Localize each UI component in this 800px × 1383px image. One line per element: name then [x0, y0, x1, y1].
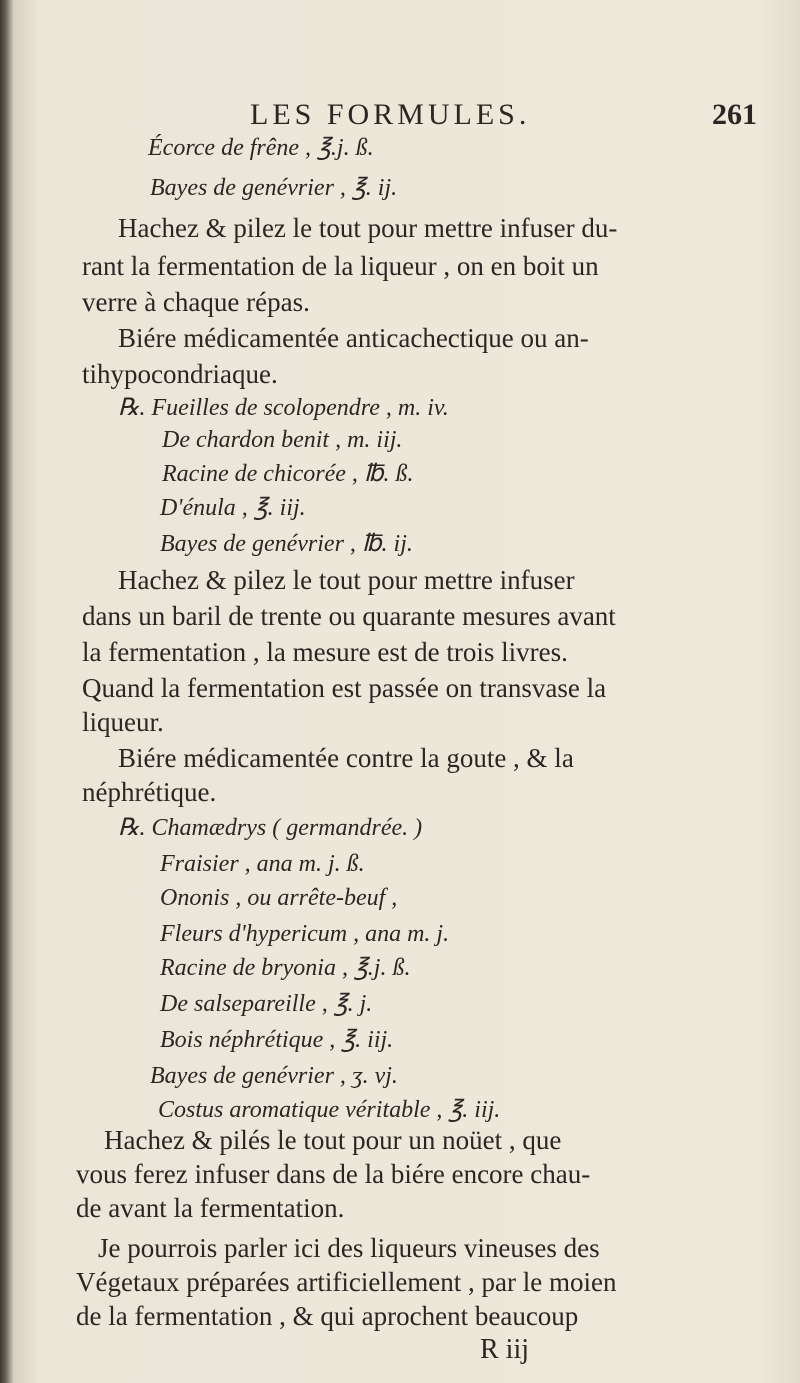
line: Bayes de genévrier , ℥. ij. [150, 175, 398, 201]
line: tihypocondriaque. [82, 359, 278, 389]
line: Biére médicamentée anticachectique ou an- [118, 323, 589, 353]
line: Hachez & pilez le tout pour mettre infuser du- [118, 213, 618, 243]
line: Fraisier , ana m. j. ß. [160, 851, 365, 877]
line: De salsepareille , ℥. j. [160, 991, 373, 1017]
line: Quand la fermentation est passée on transvase la [82, 673, 607, 703]
line: de avant la fermentation. [76, 1193, 345, 1223]
line: Biére médicamentée contre la goute , & la [118, 743, 574, 773]
line: Costus aromatique véritable , ℥. iij. [158, 1097, 501, 1123]
line: rant la fermentation de la liqueur , on en boit un [82, 251, 599, 281]
line: verre à chaque répas. [82, 287, 310, 317]
line: Ononis , ou arrête-beuf , [160, 885, 398, 911]
line: Hachez & pilez le tout pour mettre infuser [118, 565, 575, 595]
line: néphrétique. [82, 777, 217, 807]
line: la fermentation , la mesure est de trois livres. [82, 637, 568, 667]
line: Fleurs d'hypericum , ana m. j. [160, 921, 450, 947]
line: Écorce de frêne , ℥.j. ß. [148, 135, 374, 161]
line: Végetaux préparées artificiellement , par le moien [76, 1267, 617, 1297]
line: Bayes de genévrier , ℔. ij. [160, 531, 413, 557]
line: Hachez & pilés le tout pour un noüet , que [104, 1125, 562, 1155]
line: Bayes de genévrier , ʒ. vj. [150, 1063, 398, 1089]
signature-mark: R iij [480, 1334, 530, 1365]
page-number: 261 [712, 98, 757, 131]
line: Bois néphrétique , ℥. iij. [160, 1027, 394, 1053]
line: vous ferez infuser dans de la biére encore chau- [76, 1159, 591, 1189]
line: D'énula , ℥. iij. [160, 495, 306, 521]
line: Racine de chicorée , ℔. ß. [162, 461, 414, 487]
line: dans un baril de trente ou quarante mesures avant [82, 601, 616, 631]
line: De chardon benit , m. iij. [162, 427, 403, 453]
line: de la fermentation , & qui aprochent beaucoup [76, 1301, 579, 1331]
line: ℞. Fueilles de scolopendre , m. iv. [118, 395, 449, 421]
running-header: LES FORMULES. [250, 98, 531, 131]
line: Je pourrois parler ici des liqueurs vineuses des [98, 1233, 600, 1263]
line: Racine de bryonia , ℥.j. ß. [160, 955, 411, 981]
line: liqueur. [82, 707, 164, 737]
line: ℞. Chamædrys ( germandrée. ) [118, 815, 423, 841]
